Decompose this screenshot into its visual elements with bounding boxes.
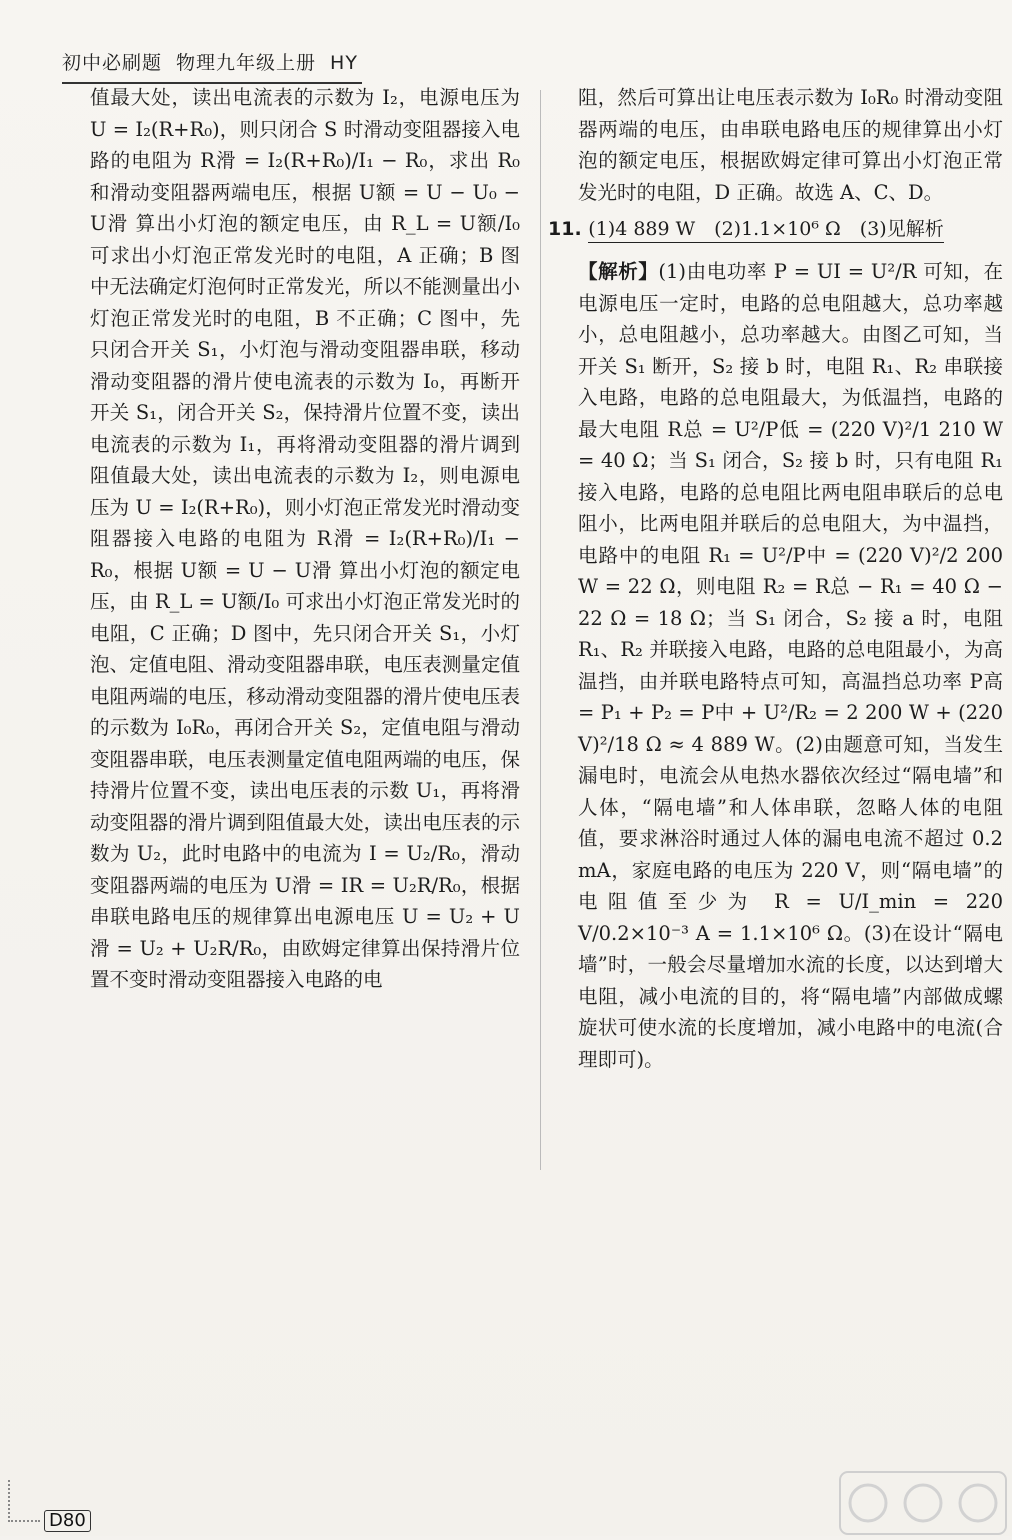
- page-header: [62, 48, 358, 75]
- analysis-text: (1)由电功率 P = UI = U²/R 可知，在电源电压一定时，电路的总电阻越大，总功率越小，总电阻越小，总功率越大。由图乙可知，当开关 S₁ 断开，S₂ 接 b 时，电阻 R₁、R₂ 串联接入电路，电路的总电阻最大，为低温挡，电路的最大电阻 R总 = U²/P低 = (220 V)²/1 210 W = 40 Ω；当 S₁ 闭合，S₂ 接 b 时，只有电阻 R₁ 接入电路，电路的总电阻比两电阻串联后的总电阻小，比两电阻并联后的总电阻大，为中温挡，电路中的电阻 R₁ = U²/P中 = (220 V)²/2 200 W = 22 Ω，则电阻 R₂ = R总 − R₁ = 40 Ω − 22 Ω = 18 Ω；当 S₁ 闭合，S₂ 接 a 时，电阻 R₁、R₂ 并联接入电路，电路的总电阻最小，为高温挡，由并联电路特点可知，高温挡总功率 P高 = P₁ + P₂ = P中 + U²/R₂ = 2 200 W + (220 V)²/18 Ω ≈ 4 889 W。(2)由题意可知，当发生漏电时，电流会从电热水器依次经过“隔电墙”和人体，“隔电墙”和人体串联，忽略人体的电阻值，要求淋浴时通过人体的漏电电流不超过 0.2 mA，家庭电路的电压为 220 V，则“隔电墙”的电阻值至少为 R = U/I_min = 220 V/0.2×10⁻³ A = 1.1×10⁶ Ω。(3)在设计“隔电墙”时，一般会尽量增加水流的长度，以达到增大电阻，减小电流的目的，将“隔电墙”内部做成螺旋状可使水流的长度增加，减小电路中的电流(合理即可)。: [578, 260, 1003, 1071]
- left-column: [90, 82, 520, 996]
- right-column: [578, 82, 1003, 208]
- column-divider: [540, 90, 541, 1170]
- question-11-answer-line: [548, 214, 944, 241]
- analysis-block: [578, 256, 1003, 1075]
- subject-title: 物理九年级上册: [176, 52, 317, 74]
- analysis-label: 【解析】: [578, 260, 659, 283]
- watermark-logo: [838, 1470, 1008, 1536]
- corner-mark: [8, 1480, 40, 1522]
- right-column-continued-text: 阻，然后可算出让电压表示数为 I₀R₀ 时滑动变阻器两端的电压，由串联电路电压的规律算出小灯泡的额定电压，根据欧姆定律可算出小灯泡正常发光时的电阻，D 正确。故选 A、C、D。: [578, 86, 1003, 204]
- page-number: D80: [44, 1510, 91, 1532]
- watermark-graphic: [838, 1470, 1008, 1536]
- question-answer: (1)4 889 W (2)1.1×10⁶ Ω (3)见解析: [588, 218, 943, 243]
- question-number: 11.: [548, 218, 582, 240]
- left-column-text: 值最大处，读出电流表的示数为 I₂，电源电压为 U = I₂(R+R₀)，则只闭合 S 时滑动变阻器接入电路的电阻为 R滑 = I₂(R+R₀)/I₁ − R₀，求出 R₀ 和滑动变阻器两端电压，根据 U额 = U − U₀ − U滑 算出小灯泡的额定电压，由 R_L = U额/I₀ 可求出小灯泡正常发光时的电阻，A 正确；B 图中无法确定灯泡何时正常发光，所以不能测量出小灯泡正常发光时的电阻，B 不正确；C 图中，先只闭合开关 S₁，小灯泡与滑动变阻器串联，移动滑动变阻器的滑片使电流表的示数为 I₀，再断开开关 S₁，闭合开关 S₂，保持滑片位置不变，读出电流表的示数为 I₁，再将滑动变阻器的滑片调到阻值最大处，读出电流表的示数为 I₂，则电源电压为 U = I₂(R+R₀)，则小灯泡正常发光时滑动变阻器接入电路的电阻为 R滑 = I₂(R+R₀)/I₁ − R₀，根据 U额 = U − U滑 算出小灯泡的额定电压，由 R_L = U额/I₀ 可求出小灯泡正常发光时的电阻，C 正确；D 图中，先只闭合开关 S₁，小灯泡、定值电阻、滑动变阻器串联，电压表测量定值电阻两端的电压，移动滑动变阻器的滑片使电压表的示数为 I₀R₀，再闭合开关 S₂，定值电阻与滑动变阻器串联，电压表测量定值电阻两端的电压，保持滑片位置不变，读出电压表的示数 U₁，再将滑动变阻器的滑片调到阻值最大处，读出电压表的示数为 U₂，此时电路中的电流为 I = U₂/R₀，滑动变阻器两端的电压为 U滑 = IR = U₂R/R₀，根据串联电路电压的规律算出电源电压 U = U₂ + U滑 = U₂ + U₂R/R₀，由欧姆定律算出保持滑片位置不变时滑动变阻器接入电路的电: [90, 86, 520, 991]
- book-title: 初中必刷题: [62, 52, 163, 74]
- edition-label: HY: [330, 52, 358, 74]
